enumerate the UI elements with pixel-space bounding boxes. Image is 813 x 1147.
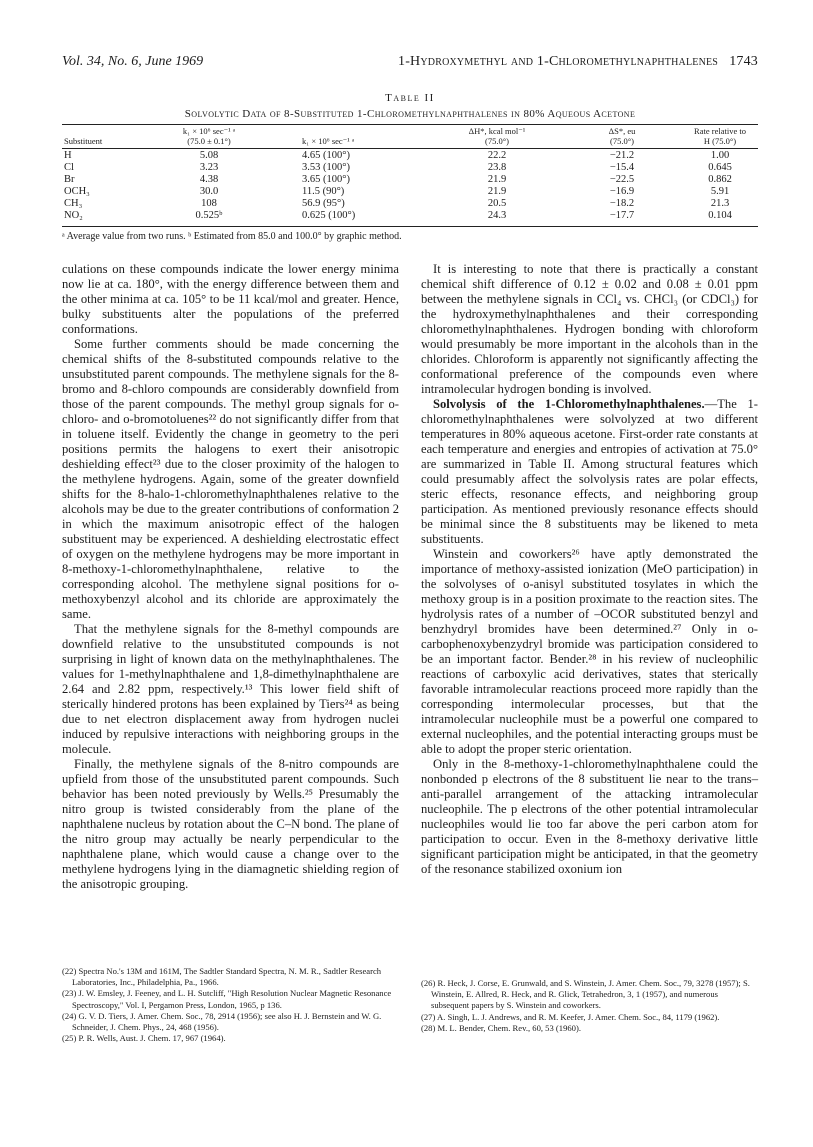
table-cell: 22.2 (487, 150, 507, 161)
table-cell: Cl (64, 162, 74, 173)
section-heading: Solvolysis of the 1-Chloromethylnaphthalenes. (433, 397, 705, 411)
body-column-left (62, 262, 399, 892)
body-text (62, 262, 758, 952)
reference: (26) R. Heck, J. Corse, E. Grunwald, and S. Winstein, J. Amer. Chem. Soc., 79, 3278 (1957); S. Winstein, E. Allred, R. Heck, and R. Glick, Tetrahedron, 3, 1 (1957), and numerous subsequent papers by S. Winstein and coworkers. (421, 978, 750, 1011)
table-row (62, 162, 758, 174)
paragraph-text: —The 1-chloromethylnaphthalenes were solvolyzed at two different temperatures in 80% aqueous acetone. First-order rate constants at each temperature and energies and entropies of activation at 75.0° are summarized in Table II. Among structural features which could presumably affect the solvolysis rates are polar effects, steric effects, resonance effects, and neighboring group participation. As mentioned previously resonance effects should be minimal since the 8 substituents may be likened to meta substituents. (421, 397, 758, 546)
column-header: ΔS*, eu (75.0°) (608, 126, 636, 146)
table-cell: −16.9 (609, 186, 635, 197)
table-row (62, 210, 758, 222)
reference: (22) Spectra No.'s 13M and 161M, The Sadtler Standard Spectra, N. M. R., Sadtler Research Laboratories, Inc., Philadelphia, Pa., 1966. (62, 966, 382, 988)
table-cell: −18.2 (609, 198, 635, 209)
table-cell: 4.38 (199, 174, 219, 185)
table-cell: H (64, 150, 72, 161)
table-cell: 4.65 (100°) (302, 150, 350, 161)
running-header (62, 54, 758, 78)
table-cell: −17.7 (609, 210, 635, 221)
journal-volume-issue: Vol. 34, No. 6, June 1969 (62, 54, 204, 69)
table-cell: 5.08 (199, 150, 219, 161)
table-cell: 21.9 (487, 174, 507, 185)
table-cell: 3.53 (100°) (302, 162, 350, 173)
table-bottom-rule (62, 226, 758, 227)
table-cell: −22.5 (609, 174, 635, 185)
column-header: k₁ × 10⁶ sec⁻¹ ᵃ (75.0 ± 0.1°) (182, 126, 236, 146)
table-cell: 21.3 (710, 198, 730, 209)
data-table (62, 125, 758, 222)
table-cell: 20.5 (487, 198, 507, 209)
reference: (23) J. W. Emsley, J. Feeney, and L. H. Sutcliff, "High Resolution Nuclear Magnetic Resonance Spectroscopy," Vol. I, Pergamon Press, London, 1965, p 136. (62, 988, 392, 1010)
table-cell: 3.23 (199, 162, 219, 173)
table-cell: 0.104 (708, 210, 732, 221)
table-header-row (62, 125, 758, 149)
references-right (421, 978, 758, 1034)
article-short-title: 1-Hydroxymethyl and 1-Chloromethylnaphthalenes (398, 54, 719, 69)
table-row (62, 174, 758, 186)
references-left (62, 966, 399, 1044)
table-row (62, 198, 758, 210)
paragraph: It is interesting to note that there is practically a constant chemical shift difference of 0.12 ± 0.02 and 0.08 ± 0.01 ppm between the methylene signals in CCl₄ vs. CHCl₃ (or CDCl₃) for the hydroxymethylnaphthalenes and their corresponding chloromethylnaphthalenes. Hydrogen bonding with chloroform would presumably be more important in the alcohols than in the chlorides. Chloroform is apparently not significantly affecting the conformational preference of the compounds even where intramolecular hydrogen bonding is involved. (421, 262, 758, 396)
paragraph: Finally, the methylene signals of the 8-nitro compounds are upfield from those of the unsubstituted parent compounds. Such behavior has been noted previously by Wells.²⁵ Presumably the nitro group is twisted considerably from the plane of the naphthalene nucleus by rotation about the C–N bond. The plane of the nitro group may actually be nearly perpendicular to the naphthalene plane, which would cause a change over to the methylene hydrogens lying in the diamagnetic shielding region of the anisotropic grouping. (62, 757, 399, 891)
table-cell: 3.65 (100°) (302, 174, 350, 185)
table-cell: −21.2 (609, 150, 635, 161)
reference: (25) P. R. Wells, Aust. J. Chem. 17, 967 (1964). (62, 1033, 226, 1044)
table-cell: 11.5 (90°) (302, 186, 345, 197)
paragraph: Only in the 8-methoxy-1-chloromethylnaphthalene could the nonbonded p electrons of the 8 substituent lie near to the trans–anti-parallel arrangement of the attacking intramolecular nucleophile. The p electrons of the other potential intramolecular nucleophiles would lie too far above the peri carbon atom for participation to occur. Even in the 8-methoxy derivative little significant participation might be anticipated, in that the geometry of the resonance stabilized oxonium ion (421, 757, 758, 876)
column-header: ΔH*, kcal mol⁻¹ (75.0°) (468, 126, 526, 146)
table-ii (62, 92, 758, 242)
table-cell: 5.91 (710, 186, 730, 197)
table-footnote: ᵃ Average value from two runs. ᵇ Estimated from 85.0 and 100.0° by graphic method. (62, 231, 402, 242)
table-cell: 23.8 (487, 162, 507, 173)
table-cell: −15.4 (609, 162, 635, 173)
paragraph: culations on these compounds indicate the lower energy minima now lie at ca. 180°, with the energy difference between them and the other minima at ca. 105° to be 11 kcal/mol and greater. Hence, bulky substituents alter the populations of the preferred conformations. (62, 262, 399, 336)
table-cell: 0.625 (100°) (302, 210, 356, 221)
table-cell: 0.525ᵇ (195, 210, 223, 221)
table-row (62, 186, 758, 198)
paragraph: Winstein and coworkers²⁶ have aptly demonstrated the importance of methoxy-assisted ionization (MeO participation) in the solvolyses of o-anisyl substituted tosylates in which the methoxy group is in a position proximate to the reaction sites. The hydrolysis rates of a number of –OCOR substituted benzyl and benzhydryl bromides have been determined.²⁷ Only in o-carbophenoxybenzydryl bromide was participation considered to be an important factor. Bender.²⁸ in his review of nucleophilic reactions of carboxylic acid derivatives, states that sterically favorable intramolecular reactions proceed more rapidly than the corresponding intermolecular processes, but that the intramolecular nucleophile must be a powerful one compared to external nucleophiles, and the potential interacting groups must be able to adopt the proper steric orientation. (421, 547, 758, 756)
table-cell: 1.00 (710, 150, 730, 161)
paragraph: That the methylene signals for the 8-methyl compounds are downfield relative to the unsubstituted compounds is not surprising in light of known data on the methylnaphthalenes. The values for 1-methylnaphthalene and 1,8-dimethylnaphthalene are 2.64 and 2.82 ppm, respectively.¹³ This lower field shift of sterically hindered protons has been explained by Tiers²⁴ as being due to net electron displacement away from hydrogen nuclei induced by repulsive interactions with neighboring groups in the molecule. (62, 622, 399, 756)
section-paragraph (421, 397, 758, 547)
table-cell: 0.862 (708, 174, 732, 185)
column-header: k₁ × 10⁶ sec⁻¹ ᵃ (302, 135, 355, 146)
table-cell: 21.9 (487, 186, 507, 197)
table-cell: CH₃ (64, 198, 83, 209)
column-header: Substituent (64, 135, 103, 146)
table-cell: 0.645 (708, 162, 732, 173)
reference: (27) A. Singh, L. J. Andrews, and R. M. Keefer, J. Amer. Chem. Soc., 84, 1179 (1962). (421, 1011, 720, 1022)
reference: (24) G. V. D. Tiers, J. Amer. Chem. Soc., 78, 2914 (1956); see also H. J. Bernstein and W. G. Schneider, J. Chem. Phys., 24, 468 (1956). (62, 1010, 382, 1033)
table-cell: 56.9 (95°) (302, 198, 345, 209)
table-cell: 108 (201, 198, 217, 209)
table-cell: NO₂ (64, 210, 83, 221)
column-header: Rate relative to H (75.0°) (694, 126, 746, 146)
table-cell: Br (64, 174, 75, 185)
running-title (398, 54, 758, 70)
table-row (62, 150, 758, 162)
table-label: Table II (385, 92, 435, 104)
paragraph: Some further comments should be made concerning the chemical shifts of the 8-substituted compounds relative to the unsubstituted parent compounds. The methylene signals for the 8-bromo and 8-chloro compounds are considerably downfield from those of the parent compounds. The methyl group signals for o-chloro- and o-bromotoluenes²² do not significantly differ from that in toluene itself. Evidently the change in geometry to the peri positions permits the halogens to exert their anisotropic deshielding effect²³ due to the closer proximity of the halogen to the methylene hydrogens. Again, some of the greater downfield shifts for the 8-halo-1-chloromethylnaphthalenes relative to the alcohols may be due to the greater contributions of conformation 2 in which the maximum anisotropic effect of the halogen substituent may be experienced. A deshielding electrostatic effect of oxygen on the methylene hydrogens may be more important in 8-methoxy-1-chloromethylnaphthalene, relative to the corresponding alcohol. The methylene signal positions for o-methoxybenzyl alcohol and its chloride are approximately the same. (62, 337, 399, 621)
page-number: 1743 (729, 54, 758, 69)
body-column-right (421, 262, 758, 877)
table-cell: 24.3 (487, 210, 507, 221)
table-cell: OCH₃ (64, 186, 90, 197)
reference: (28) M. L. Bender, Chem. Rev., 60, 53 (1960). (421, 1022, 581, 1033)
table-cell: 30.0 (199, 186, 219, 197)
table-title: Solvolytic Data of 8-Substituted 1-Chloromethylnaphthalenes in 80% Aqueous Acetone (184, 108, 636, 120)
